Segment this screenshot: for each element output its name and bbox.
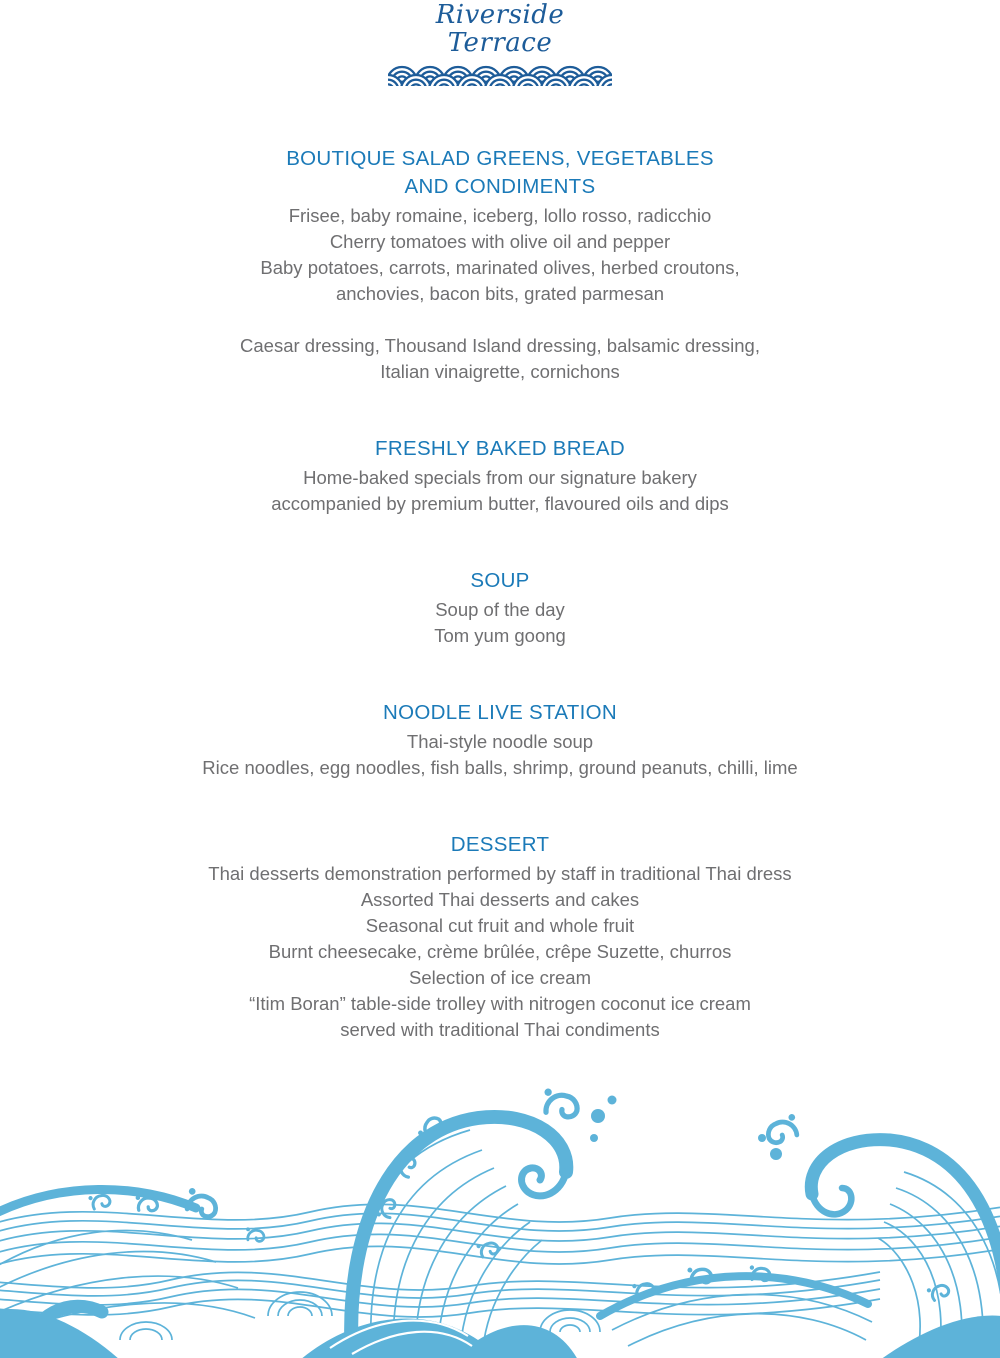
menu-item-line: accompanied by premium butter, flavoured oils and dips bbox=[271, 493, 729, 514]
menu-item-line: served with traditional Thai condiments bbox=[340, 1019, 660, 1040]
logo-name-line2: Terrace bbox=[447, 28, 553, 58]
menu-item-line: Soup of the day bbox=[435, 599, 565, 620]
menu-item-line: Thai desserts demonstration performed by staff in traditional Thai dress bbox=[208, 863, 792, 884]
menu-item-line: Italian vinaigrette, cornichons bbox=[380, 361, 620, 382]
menu-item-line: Tom yum goong bbox=[434, 625, 566, 646]
menu-section-salad bbox=[0, 145, 1000, 385]
menu-item-line: anchovies, bacon bits, grated parmesan bbox=[335, 283, 665, 304]
menu-section-bread bbox=[0, 435, 1000, 517]
menu-item-line: Cherry tomatoes with olive oil and pepper bbox=[329, 231, 671, 252]
section-items bbox=[0, 203, 1000, 307]
menu-section-dessert bbox=[0, 831, 1000, 1043]
restaurant-logo bbox=[0, 0, 1000, 86]
section-title-line: BOUTIQUE SALAD GREENS, VEGETABLES bbox=[286, 147, 714, 170]
section-title-line: AND CONDIMENTS bbox=[404, 175, 596, 198]
menu-item-line: Baby potatoes, carrots, marinated olives, herbed croutons, bbox=[260, 257, 740, 278]
menu-item-line: Burnt cheesecake, crème brûlée, crêpe Suzette, churros bbox=[268, 941, 732, 962]
menu-section-noodle bbox=[0, 699, 1000, 781]
menu-item-line: Selection of ice cream bbox=[408, 967, 591, 988]
menu-item-line: Seasonal cut fruit and whole fruit bbox=[365, 915, 635, 936]
seigaiha-wave-divider-icon bbox=[388, 59, 612, 86]
menu-item-line: Caesar dressing, Thousand Island dressing, balsamic dressing, bbox=[240, 335, 760, 356]
menu-section-soup bbox=[0, 567, 1000, 649]
menu-item-line: Assorted Thai desserts and cakes bbox=[360, 889, 640, 910]
menu-content bbox=[0, 145, 1000, 1043]
menu-item-line: Rice noodles, egg noodles, fish balls, shrimp, ground peanuts, chilli, lime bbox=[202, 757, 798, 778]
menu-item-line: “Itim Boran” table-side trolley with nitrogen coconut ice cream bbox=[249, 993, 751, 1014]
menu-item-line: Thai-style noodle soup bbox=[406, 731, 594, 752]
section-title-dessert: DESSERT bbox=[450, 833, 550, 856]
section-title-soup: SOUP bbox=[470, 569, 530, 592]
section-title-salad bbox=[0, 145, 1000, 201]
section-title-bread: FRESHLY BAKED BREAD bbox=[375, 437, 625, 460]
section-items-dressings bbox=[0, 333, 1000, 385]
menu-item-line: Frisee, baby romaine, iceberg, lollo rosso, radicchio bbox=[288, 205, 712, 226]
wave-illustration bbox=[0, 1078, 1000, 1358]
menu-item-line: Home-baked specials from our signature bakery bbox=[303, 467, 697, 488]
logo-name-line1: Riverside bbox=[435, 0, 565, 30]
section-title-noodle: NOODLE LIVE STATION bbox=[383, 701, 617, 724]
